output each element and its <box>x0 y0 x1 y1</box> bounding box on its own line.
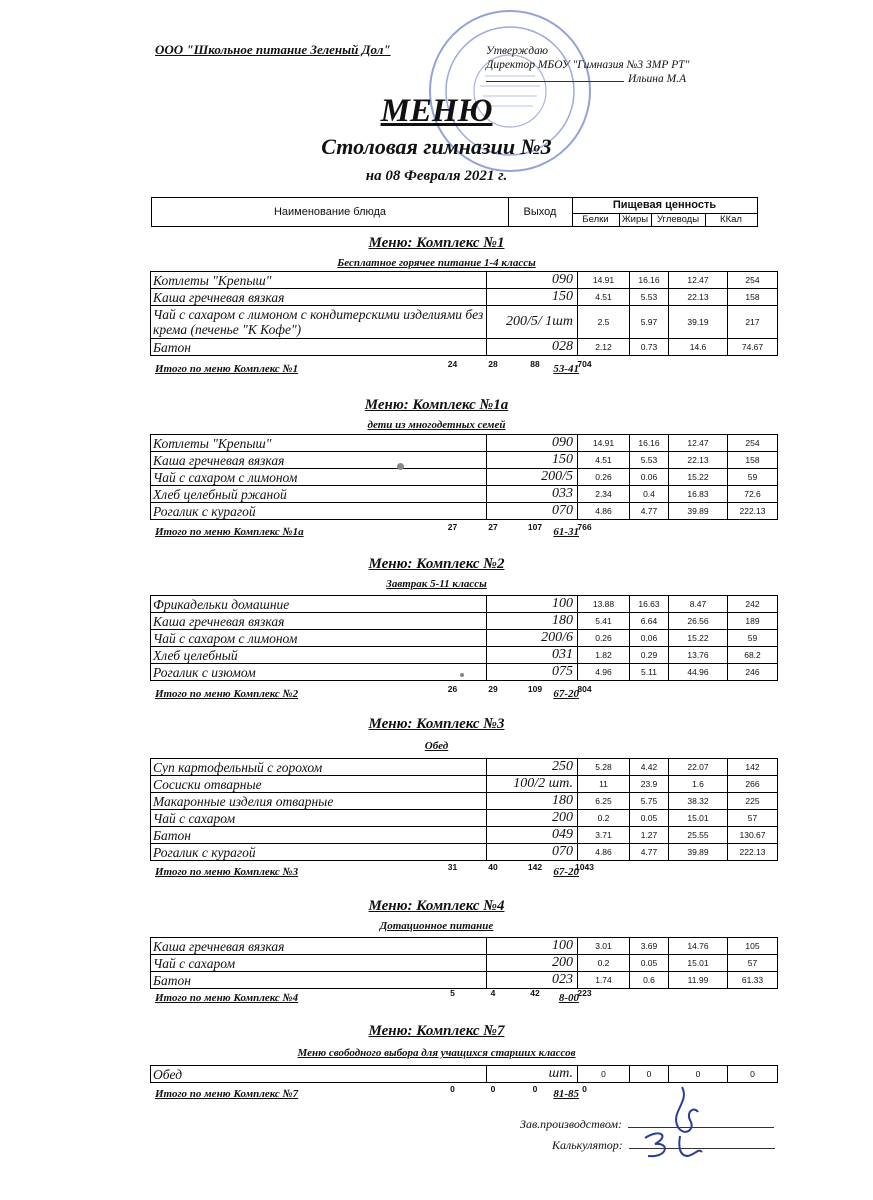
dish-fat: 0 <box>630 1066 669 1083</box>
table-row <box>151 1066 778 1083</box>
dish-fat: 4.77 <box>630 503 669 520</box>
table-row <box>151 339 778 356</box>
nutrition-header: Пищевая ценность <box>572 198 757 214</box>
section-total <box>155 522 755 539</box>
dish-name: Хлеб целебный ржаной <box>151 486 487 503</box>
approval-block <box>486 44 690 86</box>
scan-speck <box>460 673 464 677</box>
dish-carb: 26.56 <box>669 613 728 630</box>
director-name: Ильина М.А <box>628 73 687 85</box>
total-fat: 0 <box>490 1084 496 1094</box>
section-table <box>150 758 778 861</box>
table-row <box>151 289 778 306</box>
total-fat: 40 <box>488 862 498 872</box>
dish-carb: 39.89 <box>669 844 728 861</box>
dish-carb: 15.01 <box>669 810 728 827</box>
calculator-label: Калькулятор: <box>552 1138 623 1152</box>
dish-output: 200/5/ 1шт <box>487 306 578 339</box>
dish-name: Котлеты "Крепыш" <box>151 272 487 289</box>
dish-carb: 16.83 <box>669 486 728 503</box>
dish-kcal: 72.6 <box>728 486 778 503</box>
dish-carb: 39.19 <box>669 306 728 339</box>
signature-line <box>486 81 624 82</box>
dish-name: Чай с сахаром с лимоном <box>151 630 487 647</box>
dish-output: 250 <box>487 759 578 776</box>
dish-carb: 25.55 <box>669 827 728 844</box>
dish-fat: 0.06 <box>630 469 669 486</box>
dish-fat: 0.4 <box>630 486 669 503</box>
section-table <box>150 271 778 356</box>
section-total <box>155 359 755 376</box>
dish-protein: 4.51 <box>578 452 630 469</box>
table-row <box>151 810 778 827</box>
dish-output: 150 <box>487 289 578 306</box>
table-row <box>151 596 778 613</box>
dish-kcal: 222.13 <box>728 503 778 520</box>
table-row <box>151 647 778 664</box>
total-carb: 0 <box>532 1084 538 1094</box>
table-row <box>151 827 778 844</box>
dish-output: шт. <box>487 1066 578 1083</box>
total-protein: 24 <box>447 359 458 369</box>
total-fat: 27 <box>488 522 498 532</box>
dish-protein: 5.28 <box>578 759 630 776</box>
dish-kcal: 217 <box>728 306 778 339</box>
total-label: Итого по меню Комплекс №4 <box>155 992 299 1004</box>
dish-kcal: 74.67 <box>728 339 778 356</box>
table-row <box>151 272 778 289</box>
page-title: МЕНЮ <box>380 93 493 129</box>
col-protein-header: Белки <box>572 213 620 226</box>
dish-protein: 4.86 <box>578 503 630 520</box>
section-subtitle: Завтрак 5-11 классы <box>386 578 487 590</box>
dish-protein: 3.71 <box>578 827 630 844</box>
dish-kcal: 130.67 <box>728 827 778 844</box>
dish-protein: 14.91 <box>578 435 630 452</box>
section-total <box>155 684 755 701</box>
dish-output: 200 <box>487 810 578 827</box>
calculator-handwritten-signature <box>640 1128 710 1162</box>
dish-fat: 0.73 <box>630 339 669 356</box>
dish-output: 200/6 <box>487 630 578 647</box>
dish-name: Рогалик с изюмом <box>151 664 487 681</box>
table-row <box>151 486 778 503</box>
table-row <box>151 613 778 630</box>
dish-carb: 14.6 <box>669 339 728 356</box>
dish-kcal: 61.33 <box>728 972 778 989</box>
table-row <box>151 955 778 972</box>
dish-name: Рогалик с курагой <box>151 844 487 861</box>
dish-kcal: 57 <box>728 810 778 827</box>
table-row <box>151 759 778 776</box>
total-protein: 0 <box>450 1084 455 1094</box>
dish-output: 075 <box>487 664 578 681</box>
dish-fat: 23.9 <box>630 776 669 793</box>
dish-name: Фрикадельки домашние <box>151 596 487 613</box>
total-carb: 42 <box>530 988 540 998</box>
dish-output: 090 <box>487 272 578 289</box>
dish-protein: 0.26 <box>578 630 630 647</box>
table-row <box>151 664 778 681</box>
dish-output: 031 <box>487 647 578 664</box>
section-table <box>150 434 778 520</box>
total-price: 67-20 <box>553 866 579 878</box>
menu-date: на 08 Февраля 2021 г. <box>365 168 508 184</box>
dish-protein: 0 <box>578 1066 630 1083</box>
dish-kcal: 59 <box>728 630 778 647</box>
dish-output: 180 <box>487 793 578 810</box>
table-row <box>151 503 778 520</box>
total-carb: 107 <box>527 522 543 532</box>
total-carb: 88 <box>530 359 540 369</box>
total-kcal: 223 <box>577 988 592 998</box>
total-label: Итого по меню Комплекс №2 <box>155 688 299 700</box>
dish-kcal: 222.13 <box>728 844 778 861</box>
total-price: 8-00 <box>558 992 579 1004</box>
dish-kcal: 254 <box>728 272 778 289</box>
dish-carb: 0 <box>669 1066 728 1083</box>
dish-carb: 11.99 <box>669 972 728 989</box>
dish-kcal: 189 <box>728 613 778 630</box>
dish-kcal: 225 <box>728 793 778 810</box>
dish-name: Суп картофельный с горохом <box>151 759 487 776</box>
dish-output: 150 <box>487 452 578 469</box>
dish-protein: 3.01 <box>578 938 630 955</box>
dish-name: Батон <box>151 339 487 356</box>
dish-fat: 0.06 <box>630 630 669 647</box>
dish-kcal: 142 <box>728 759 778 776</box>
dish-kcal: 68.2 <box>728 647 778 664</box>
dish-protein: 13.88 <box>578 596 630 613</box>
table-row <box>151 306 778 339</box>
dish-carb: 15.22 <box>669 469 728 486</box>
dish-output: 023 <box>487 972 578 989</box>
dish-carb: 8.47 <box>669 596 728 613</box>
total-label: Итого по меню Комплекс №3 <box>155 866 299 878</box>
dish-carb: 44.96 <box>669 664 728 681</box>
dish-name: Котлеты "Крепыш" <box>151 435 487 452</box>
dish-fat: 5.11 <box>630 664 669 681</box>
section-table <box>150 937 778 989</box>
section-title: Меню: Комплекс №1а <box>364 397 509 413</box>
dish-name: Чай с сахаром <box>151 955 487 972</box>
dish-output: 100/2 шт. <box>487 776 578 793</box>
dish-fat: 16.16 <box>630 435 669 452</box>
table-row <box>151 793 778 810</box>
dish-output: 200/5 <box>487 469 578 486</box>
total-fat: 4 <box>490 988 496 998</box>
section-title: Меню: Комплекс №1 <box>368 235 505 251</box>
total-protein: 31 <box>447 862 458 872</box>
dish-carb: 12.47 <box>669 272 728 289</box>
total-price: 61-31 <box>553 526 579 538</box>
dish-fat: 1.27 <box>630 827 669 844</box>
total-kcal: 804 <box>577 684 592 694</box>
dish-fat: 4.42 <box>630 759 669 776</box>
dish-name: Каша гречневая вязкая <box>151 938 487 955</box>
dish-name: Каша гречневая вязкая <box>151 452 487 469</box>
dish-output: 100 <box>487 596 578 613</box>
col-kcal-header: ККал <box>720 214 742 225</box>
dish-name: Батон <box>151 827 487 844</box>
dish-output: 090 <box>487 435 578 452</box>
dish-protein: 4.96 <box>578 664 630 681</box>
dish-fat: 0.29 <box>630 647 669 664</box>
dish-kcal: 266 <box>728 776 778 793</box>
canteen-subtitle: Столовая гимназии №3 <box>321 134 552 159</box>
dish-kcal: 158 <box>728 452 778 469</box>
scan-speck <box>397 463 404 470</box>
dish-name: Обед <box>151 1066 487 1083</box>
dish-protein: 14.91 <box>578 272 630 289</box>
total-carb: 109 <box>527 684 543 694</box>
total-label: Итого по меню Комплекс №1а <box>155 526 304 538</box>
dish-protein: 11 <box>578 776 630 793</box>
table-row <box>151 972 778 989</box>
dish-carb: 38.32 <box>669 793 728 810</box>
dish-protein: 6.25 <box>578 793 630 810</box>
dish-fat: 4.77 <box>630 844 669 861</box>
section-title: Меню: Комплекс №2 <box>368 556 505 572</box>
dish-fat: 3.69 <box>630 938 669 955</box>
dish-name: Чай с сахаром с лимоном с кондитерскими изделиями без крема (печенье "К Кофе") <box>151 306 487 339</box>
dish-protein: 0.2 <box>578 810 630 827</box>
dish-protein: 1.74 <box>578 972 630 989</box>
section-subtitle: дети из многодетных семей <box>367 419 506 431</box>
dish-output: 033 <box>487 486 578 503</box>
section-title: Меню: Комплекс №4 <box>368 898 505 914</box>
section-title: Меню: Комплекс №7 <box>368 1023 505 1039</box>
dish-fat: 5.53 <box>630 289 669 306</box>
dish-protein: 2.12 <box>578 339 630 356</box>
table-row <box>151 844 778 861</box>
section-subtitle: Меню свободного выбора для учащихся старших классов <box>297 1047 576 1059</box>
dish-name: Каша гречневая вязкая <box>151 613 487 630</box>
table-header <box>151 197 758 227</box>
dish-carb: 22.13 <box>669 452 728 469</box>
dish-output: 200 <box>487 955 578 972</box>
total-label: Итого по меню Комплекс №7 <box>155 1088 299 1100</box>
company-name: ООО "Школьное питание Зеленый Дол" <box>155 42 391 57</box>
dish-carb: 15.01 <box>669 955 728 972</box>
dish-protein: 0.26 <box>578 469 630 486</box>
dish-kcal: 254 <box>728 435 778 452</box>
dish-kcal: 57 <box>728 955 778 972</box>
dish-carb: 1.6 <box>669 776 728 793</box>
table-row <box>151 776 778 793</box>
total-label: Итого по меню Комплекс №1 <box>155 363 299 375</box>
section-subtitle: Обед <box>424 740 449 752</box>
dish-name: Рогалик с курагой <box>151 503 487 520</box>
dish-protein: 2.5 <box>578 306 630 339</box>
dish-kcal: 0 <box>728 1066 778 1083</box>
section-total <box>155 988 755 1005</box>
dish-kcal: 246 <box>728 664 778 681</box>
dish-fat: 0.05 <box>630 810 669 827</box>
total-kcal: 0 <box>582 1084 587 1094</box>
total-protein: 26 <box>447 684 458 694</box>
dish-carb: 13.76 <box>669 647 728 664</box>
dish-output: 028 <box>487 339 578 356</box>
dish-fat: 5.53 <box>630 452 669 469</box>
dish-fat: 0.6 <box>630 972 669 989</box>
total-price: 81-85 <box>553 1088 579 1100</box>
dish-output: 070 <box>487 844 578 861</box>
col-fat-header: Жиры <box>619 213 652 226</box>
total-fat: 29 <box>488 684 498 694</box>
dish-fat: 16.16 <box>630 272 669 289</box>
dish-fat: 6.64 <box>630 613 669 630</box>
section-title: Меню: Комплекс №3 <box>368 716 505 732</box>
total-protein: 5 <box>450 988 455 998</box>
dish-fat: 0.05 <box>630 955 669 972</box>
dish-carb: 22.07 <box>669 759 728 776</box>
dish-name: Макаронные изделия отварные <box>151 793 487 810</box>
dish-protein: 4.86 <box>578 844 630 861</box>
total-fat: 28 <box>488 359 498 369</box>
dish-output: 070 <box>487 503 578 520</box>
dish-carb: 39.89 <box>669 503 728 520</box>
dish-output: 100 <box>487 938 578 955</box>
dish-kcal: 59 <box>728 469 778 486</box>
dish-name: Каша гречневая вязкая <box>151 289 487 306</box>
dish-carb: 15.22 <box>669 630 728 647</box>
table-row <box>151 938 778 955</box>
col-carb-header: Углеводы <box>651 213 706 226</box>
dish-protein: 0.2 <box>578 955 630 972</box>
section-total <box>155 862 755 879</box>
col-name-header: Наименование блюда <box>152 198 509 226</box>
dish-output: 049 <box>487 827 578 844</box>
dish-protein: 5.41 <box>578 613 630 630</box>
dish-name: Хлеб целебный <box>151 647 487 664</box>
dish-carb: 12.47 <box>669 435 728 452</box>
total-price: 67-20 <box>553 688 579 700</box>
section-subtitle: Бесплатное горячее питание 1-4 классы <box>337 257 536 269</box>
total-kcal: 704 <box>577 359 592 369</box>
total-price: 53-41 <box>553 363 579 375</box>
dish-protein: 1.82 <box>578 647 630 664</box>
dish-name: Батон <box>151 972 487 989</box>
table-row <box>151 630 778 647</box>
dish-fat: 5.97 <box>630 306 669 339</box>
dish-output: 180 <box>487 613 578 630</box>
dish-protein: 4.51 <box>578 289 630 306</box>
dish-carb: 22.13 <box>669 289 728 306</box>
dish-kcal: 242 <box>728 596 778 613</box>
section-table <box>150 595 778 681</box>
approve-label: Утверждаю <box>486 45 548 57</box>
dish-fat: 16.63 <box>630 596 669 613</box>
section-subtitle: Дотационное питание <box>379 920 494 932</box>
production-label: Зав.производством: <box>520 1117 623 1131</box>
total-carb: 142 <box>527 862 543 872</box>
dish-name: Чай с сахаром <box>151 810 487 827</box>
total-kcal: 766 <box>577 522 592 532</box>
dish-fat: 5.75 <box>630 793 669 810</box>
dish-kcal: 105 <box>728 938 778 955</box>
section-table <box>150 1065 778 1083</box>
total-kcal: 1043 <box>575 862 594 872</box>
table-row <box>151 452 778 469</box>
dish-kcal: 158 <box>728 289 778 306</box>
table-row <box>151 469 778 486</box>
table-row <box>151 435 778 452</box>
director-title: Директор МБОУ "Гимназия №3 ЗМР РТ" <box>486 59 690 71</box>
dish-name: Чай с сахаром с лимоном <box>151 469 487 486</box>
dish-carb: 14.76 <box>669 938 728 955</box>
dish-name: Сосиски отварные <box>151 776 487 793</box>
dish-protein: 2.34 <box>578 486 630 503</box>
col-output-header: Выход <box>508 198 573 226</box>
total-protein: 27 <box>447 522 458 532</box>
